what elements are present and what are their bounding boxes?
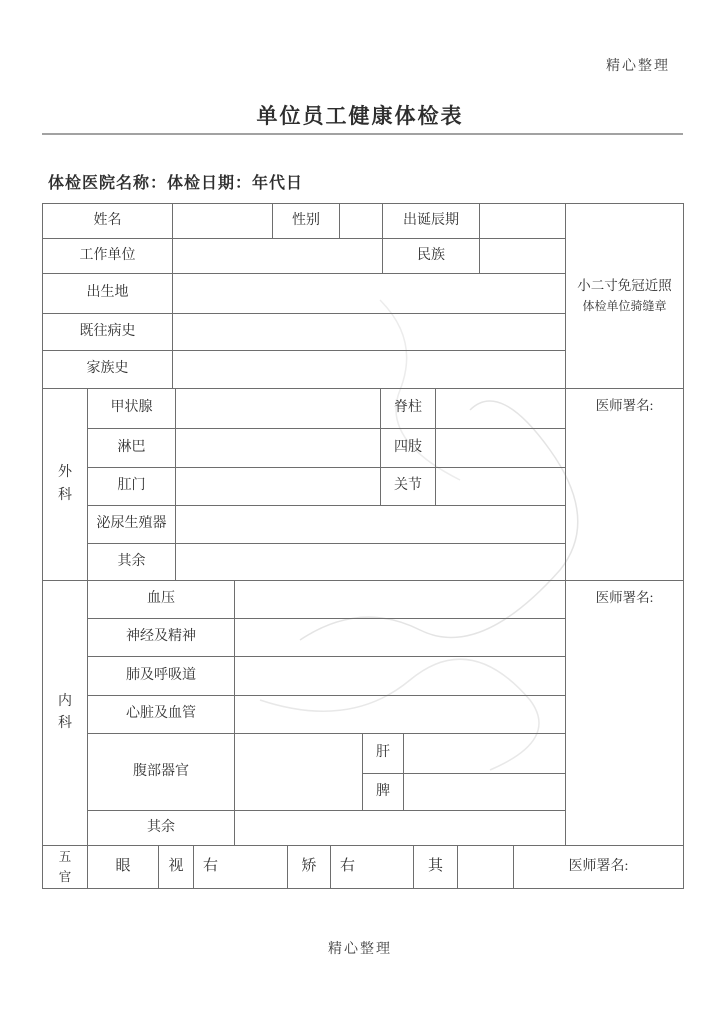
anus-value (175, 467, 380, 505)
page-title: 单位员工健康体检表 (256, 104, 464, 128)
hospital-date-line: 体检医院名称：体检日期：年代日 (48, 175, 304, 192)
gender-value (339, 203, 382, 238)
lymph-value (175, 428, 380, 467)
name-label: 姓名 (42, 203, 172, 238)
surgery-other-value (175, 543, 565, 580)
anus-label: 肛门 (87, 467, 175, 505)
nerve-spirit-label: 神经及精神 (87, 618, 234, 656)
limbs-label: 四肢 (380, 428, 435, 467)
thyroid-value (175, 388, 380, 428)
liver-label: 肝 (362, 733, 403, 773)
abdomen-label: 腹部器官 (87, 733, 234, 810)
abdomen-value (234, 733, 362, 810)
vision-label: 视 (158, 845, 193, 888)
photo-instruction: 小二寸免冠近照 (577, 278, 672, 294)
limbs-value (435, 428, 565, 467)
corrected-label: 矫 (287, 845, 330, 888)
corrected-right-label: 右 (330, 845, 413, 888)
senses-other-label: 其 (413, 845, 457, 888)
lung-respiratory-value (234, 656, 565, 695)
watermark-top: 精心整理 (606, 59, 670, 74)
work-unit-value (172, 238, 382, 273)
urogenital-value (175, 505, 565, 543)
name-value (172, 203, 272, 238)
spleen-value (403, 773, 565, 810)
ethnicity-label: 民族 (382, 238, 479, 273)
senses-other-value (457, 845, 513, 888)
nerve-spirit-value (234, 618, 565, 656)
urogenital-label: 泌尿生殖器 (87, 505, 175, 543)
blood-pressure-value (234, 580, 565, 618)
heart-vessels-label: 心脏及血管 (87, 695, 234, 733)
birthplace-label: 出生地 (42, 273, 172, 313)
family-history-label: 家族史 (42, 350, 172, 388)
heart-vessels-value (234, 695, 565, 733)
watermark-bottom: 精心整理 (328, 942, 392, 957)
internal-other-value (234, 810, 565, 845)
spine-value (435, 388, 565, 428)
senses-section-label: 五官 (42, 845, 87, 888)
joints-value (435, 467, 565, 505)
surgery-section-label: 外科 (42, 388, 87, 580)
eye-label: 眼 (87, 845, 158, 888)
past-history-value (172, 313, 565, 350)
birthdate-label: 出诞辰期 (382, 203, 479, 238)
photo-area (565, 203, 683, 388)
photo-seal-note: 体检单位骑缝章 (582, 298, 667, 313)
internal-section-label: 内科 (42, 580, 87, 845)
joints-label: 关节 (380, 467, 435, 505)
liver-value (403, 733, 565, 773)
spleen-label: 脾 (362, 773, 403, 810)
lymph-label: 淋巴 (87, 428, 175, 467)
gender-label: 性别 (272, 203, 339, 238)
birthdate-value (479, 203, 565, 238)
title-underline (42, 133, 683, 135)
lung-respiratory-label: 肺及呼吸道 (87, 656, 234, 695)
work-unit-label: 工作单位 (42, 238, 172, 273)
birthplace-value (172, 273, 565, 313)
spine-label: 脊柱 (380, 388, 435, 428)
surgery-doctor-signature: 医师署名: (565, 388, 683, 580)
thyroid-label: 甲状腺 (87, 388, 175, 428)
blood-pressure-label: 血压 (87, 580, 234, 618)
vision-right-label: 右 (193, 845, 287, 888)
internal-doctor-signature: 医师署名: (565, 580, 683, 845)
surgery-other-label: 其余 (87, 543, 175, 580)
past-history-label: 既往病史 (42, 313, 172, 350)
senses-doctor-signature: 医师署名: (513, 845, 683, 888)
family-history-value (172, 350, 565, 388)
ethnicity-value (479, 238, 565, 273)
exam-table (42, 203, 684, 889)
internal-other-label: 其余 (87, 810, 234, 845)
